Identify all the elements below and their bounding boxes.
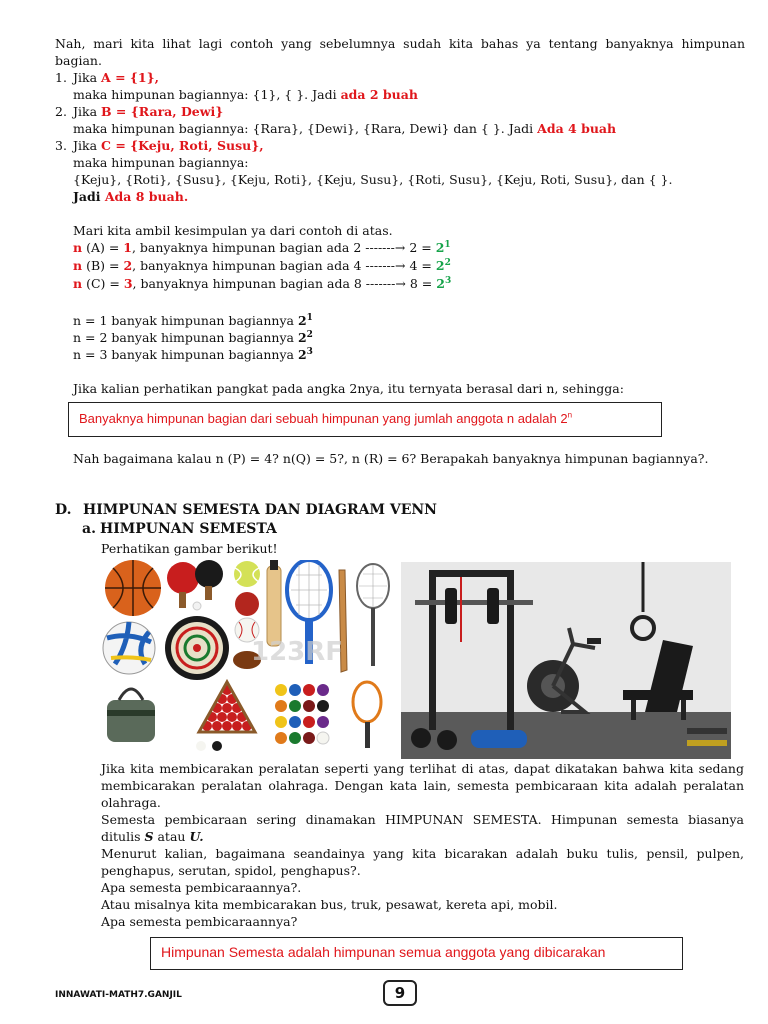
conclusion-row-a: n (A) = 1, banyaknya himpunan bagian ada 2 -------→ $2 = 2^1$ [73, 239, 451, 255]
perhatikan-text: Perhatikan gambar berikut! [101, 541, 278, 556]
summary-row-2: n = 2 banyak himpunan bagiannya $2^2$ [73, 329, 313, 345]
example-1-header: 1. Jika A = {1}, [55, 70, 160, 85]
example-3-list: {Keju}, {Roti}, {Susu}, {Keju, Roti}, {Keju, Susu}, {Roti, Susu}, {Keju, Roti, Susu}, dan { }. [73, 172, 673, 187]
p1-line-2: membicarakan peralatan olahraga. Dengan kata lain, semesta pembicaraan kita adalah peralatan [101, 778, 744, 793]
conclusion-intro: Mari kita ambil kesimpulan ya dari contoh di atas. [73, 223, 393, 238]
p6-text: Apa semesta pembicaraannya? [101, 914, 298, 929]
definition-box: Himpunan Semesta adalah himpunan semua anggota yang dibicarakan [150, 937, 683, 970]
intro-line-1: Nah, mari kita lihat lagi contoh yang sebelumnya sudah kita bahas ya tentang banyaknya himpunan [55, 36, 745, 51]
example-1-detail: maka himpunan bagiannya: {1}, { }. Jadi ada 2 buah [73, 87, 418, 102]
section-d-heading: D. HIMPUNAN SEMESTA DAN DIAGRAM VENN [55, 502, 437, 518]
p4-text: Apa semesta pembicaraannya?. [101, 880, 302, 895]
arrow-right-icon: → [394, 240, 406, 255]
example-3-header: 3. Jika C = {Keju, Roti, Susu}, [55, 138, 264, 153]
rule-box: Banyaknya himpunan bagian dari sebuah himpunan yang jumlah anggota n adalah 2$^n$ [68, 402, 662, 437]
summary-row-3: n = 3 banyak himpunan bagiannya $2^3$ [73, 346, 313, 362]
summary-row-1: n = 1 banyak himpunan bagiannya $2^1$ [73, 312, 313, 328]
p1-line-3: olahraga. [101, 795, 161, 810]
gym-equipment-photo [401, 562, 731, 759]
p2-line-1: Semesta pembicaraan sering dinamakan HIMPUNAN SEMESTA. Himpunan semesta biasanya [101, 812, 744, 827]
question-text: Nah bagaimana kalau n (P) = 4? n(Q) = 5?, n (R) = 6? Berapakah banyaknya himpunan bagiannya?. [73, 451, 709, 466]
example-2-detail: maka himpunan bagiannya: {Rara}, {Dewi}, {Rara, Dewi} dan { }. Jadi Ada 4 buah [73, 121, 617, 136]
watermark-text: 123RF [251, 637, 344, 667]
intro-line-2: bagian. [55, 53, 102, 68]
conclusion-row-b: n (B) = 2, banyaknya himpunan bagian ada 4 -------→ $4 = 2^2$ [73, 257, 451, 273]
footer-author: INNAWATI-MATH7.GANJIL [55, 990, 182, 1000]
example-3-result: Jadi Ada 8 buah. [73, 189, 189, 204]
section-a-heading: a. HIMPUNAN SEMESTA [82, 521, 277, 537]
p3-line-1: Menurut kalian, bagaimana seandainya yang kita bicarakan adalah buku tulis, pensil, pulpen, [101, 846, 744, 861]
pangkat-text: Jika kalian perhatikan pangkat pada angka 2nya, itu ternyata berasal dari n, sehingga: [73, 381, 624, 396]
arrow-right-icon: → [395, 276, 406, 291]
p3-line-2: penghapus, serutan, spidol, penghapus?. [101, 863, 361, 878]
conclusion-row-c: n (C) = 3, banyaknya himpunan bagian ada 8 -------→ $8 = 2^3$ [73, 275, 452, 291]
p1-line-1: Jika kita membicarakan peralatan seperti yang terlihat di atas, dapat dikatakan bahwa kita sedang [101, 761, 744, 776]
arrow-right-icon: → [395, 258, 406, 273]
example-3-detail: maka himpunan bagiannya: [73, 155, 249, 170]
p5-text: Atau misalnya kita membicarakan bus, truk, pesawat, kereta api, mobil. [101, 897, 558, 912]
example-2-header: 2. Jika B = {Rara, Dewi} [55, 104, 224, 119]
p2-line-2: ditulis S atau U. [101, 829, 204, 844]
page-number: 9 [383, 980, 417, 1006]
sports-equipment-photo [101, 560, 396, 758]
